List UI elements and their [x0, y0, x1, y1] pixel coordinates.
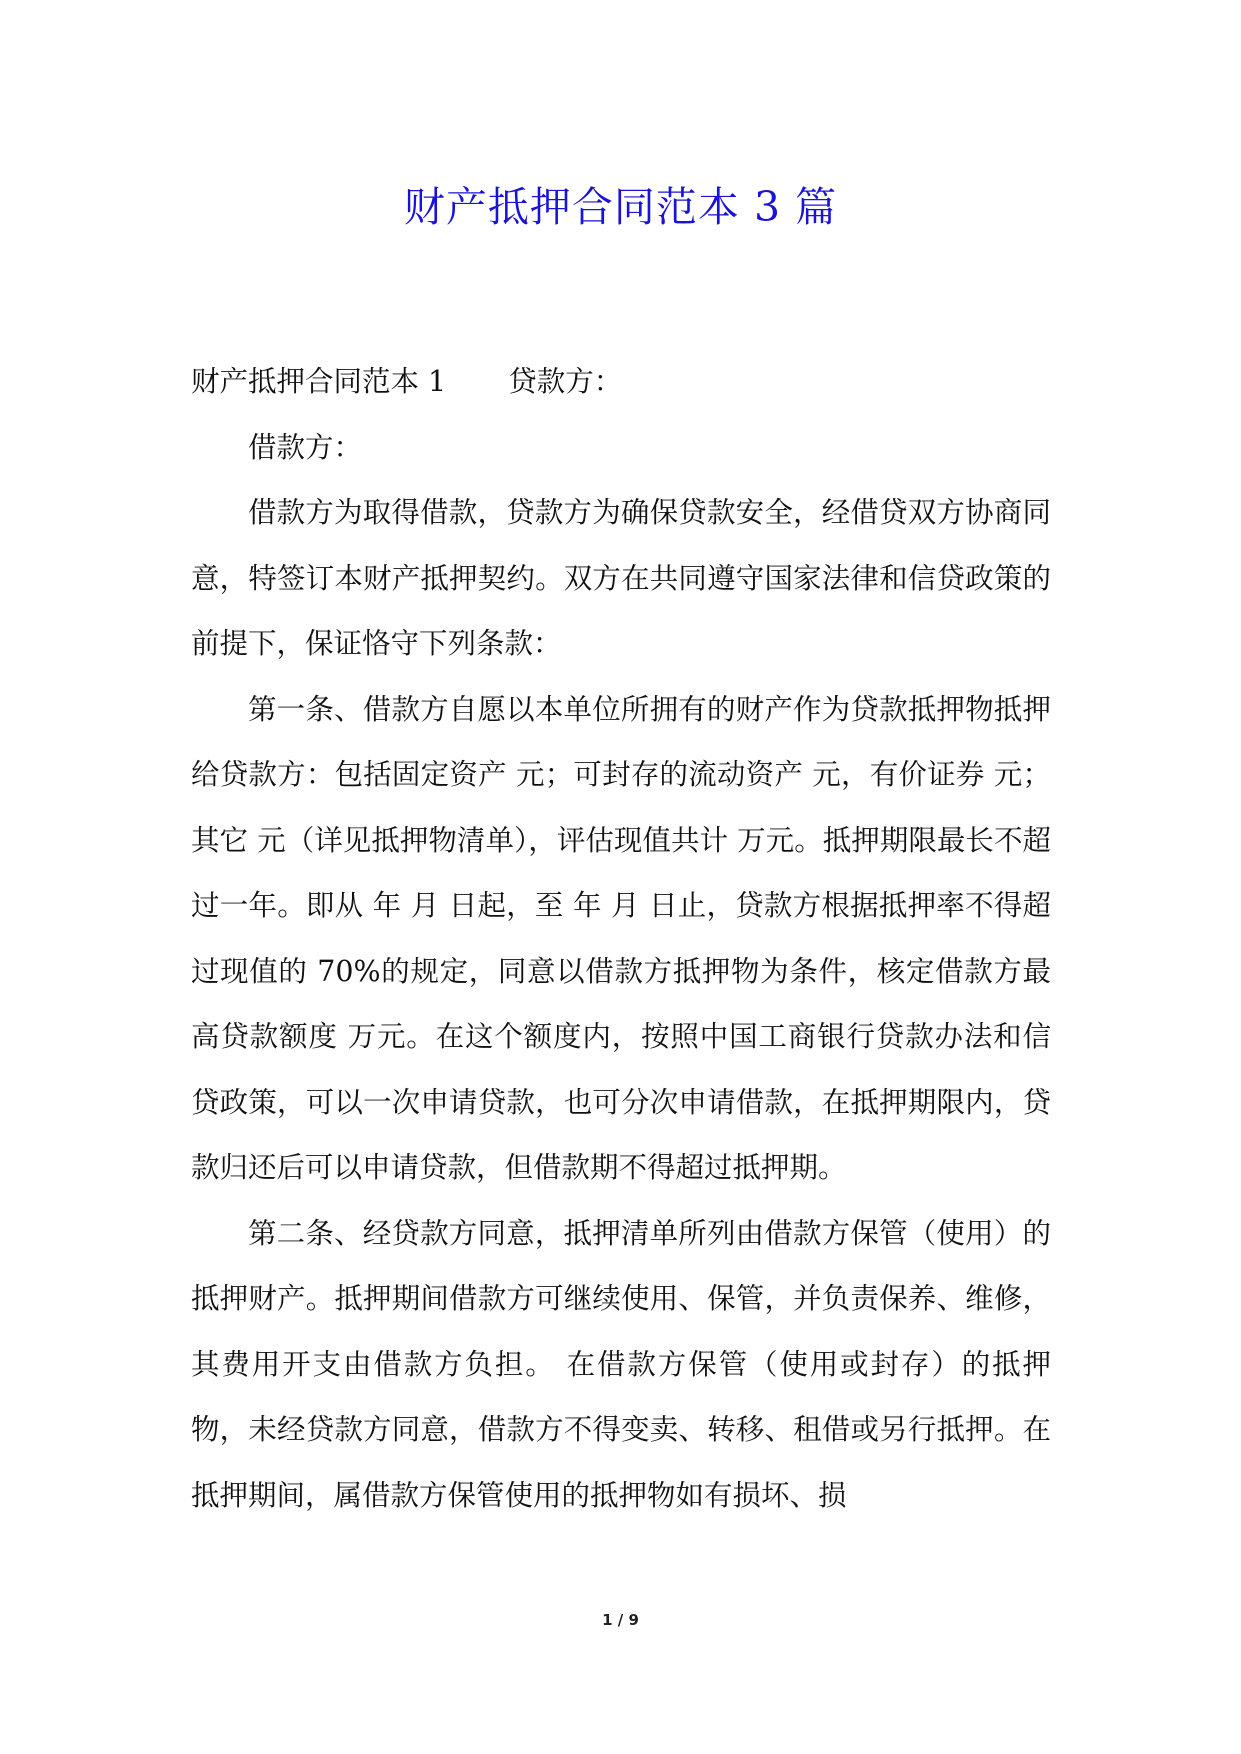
lender-label: 贷款方： [508, 365, 623, 398]
section-heading: 财产抵押合同范本 1 [191, 365, 447, 398]
document-title: 财产抵押合同范本 3 篇 [403, 183, 838, 232]
paragraph-preamble: 借款方为取得借款，贷款方为确保贷款安全，经借贷双方协商同意，特签订本财产抵押契约。双方在共同遵守国家法律和信贷政策的前提下，保证恪守下列条款： [191, 496, 1051, 660]
paragraph-article-2: 第二条、经贷款方同意，抵押清单所列由借款方保管（使用）的抵押财产。抵押期间借款方可继续使用、保管，并负责保养、维修，其费用开支由借款方负担。 在借款方保管（使用或封存）的抵押物，未经贷款方同意，借款方不得变卖、转移、租借或另行抵押。在抵押期间，属借款方保管使用的抵押物如有损坏、损 [191, 1216, 1051, 1512]
paragraph-borrower-label: 借款方： [248, 430, 363, 464]
document-body [191, 349, 1051, 1528]
section-heading-line [191, 349, 1051, 415]
page-number: 1 / 9 [602, 1611, 639, 1629]
paragraph-article-1: 第一条、借款方自愿以本单位所拥有的财产作为贷款抵押物抵押给贷款方：包括固定资产 元；可封存的流动资产 元，有价证券 元；其它 元（详见抵押物清单），评估现值共计 万元。抵押期限最长不超过一年。即从 年 月 日起，至 年 月 日止，贷款方根据抵押率不得超过现值的 70%的规定，同意以借款方抵押物为条件，核定借款方最高贷款额度 万元。在这个额度内，按照中国工商银行贷款办法和信贷政策，可以一次申请贷款，也可分次申请借款，在抵押期限内，贷款归还后可以申请贷款，但借款期不得超过抵押期。 [191, 692, 1051, 1184]
